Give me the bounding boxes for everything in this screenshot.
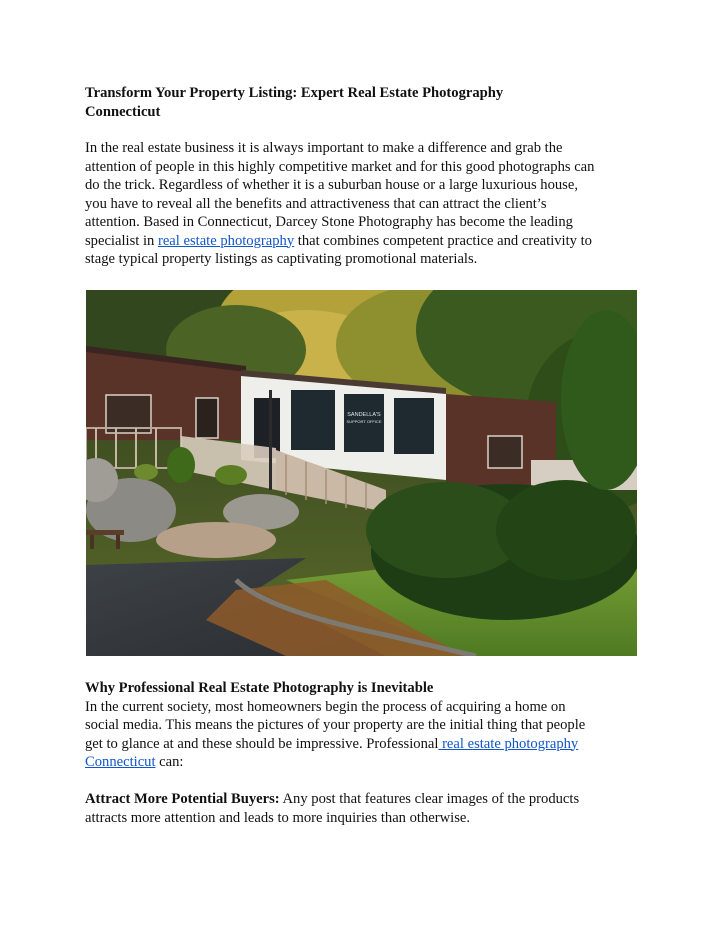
real-estate-photography-connecticut-link[interactable]: real estate photography: [438, 735, 579, 752]
article-title: [85, 84, 637, 121]
intro-line: do the trick. Regardless of whether it is a suburban house or a large luxurious house,: [85, 177, 578, 193]
benefit-label: Attract More Potential Buyers:: [85, 791, 280, 807]
intro-line: you have to reveal all the benefits and attractiveness that can attract the client’s: [85, 195, 547, 212]
intro-line: attention. Based in Connecticut, Darcey Stone Photography has become the leading: [85, 214, 573, 230]
benefit-line: attracts more attention and leads to more inquiries than otherwise.: [85, 809, 470, 826]
intro-text: specialist in: [85, 232, 158, 249]
title-line-1: Transform Your Property Listing: Expert Real Estate Photography: [85, 85, 504, 101]
intro-line: stage typical property listings as captivating promotional materials.: [85, 251, 478, 267]
benefit-paragraph: [85, 790, 637, 827]
title-line-2: Connecticut: [85, 103, 161, 120]
property-photo: [86, 290, 637, 656]
intro-line: [85, 232, 637, 251]
section-line: In the current society, most homeowners begin the process of acquiring a home on: [85, 698, 566, 715]
intro-line: In the real estate business it is always important to make a difference and grab the: [85, 140, 563, 156]
section-line: social media. This means the pictures of your property are the initial thing that people: [85, 717, 586, 733]
benefit-text: Any post that features clear images of the products: [279, 791, 580, 807]
intro-text: that combines competent practice and creativity to: [294, 232, 592, 249]
real-estate-photography-link[interactable]: real estate photography: [157, 232, 295, 249]
section-heading: Why Professional Real Estate Photography is Inevitable: [85, 680, 434, 696]
connecticut-link[interactable]: Connecticut: [85, 754, 156, 770]
benefit-line: [85, 790, 637, 809]
section-line: [85, 753, 637, 772]
sign-line-2: SUPPORT OFFICE: [346, 419, 382, 424]
section-line: [85, 735, 637, 754]
intro-line: attention of people in this highly competitive market and for this good photographs can: [85, 158, 595, 175]
intro-paragraph: [85, 139, 637, 269]
sign-line-1: SANDELLA'S: [347, 412, 381, 418]
section-text: can:: [155, 754, 184, 770]
section-text: get to glance at and these should be impressive. Professional: [85, 735, 439, 752]
section-paragraph: [85, 679, 637, 772]
